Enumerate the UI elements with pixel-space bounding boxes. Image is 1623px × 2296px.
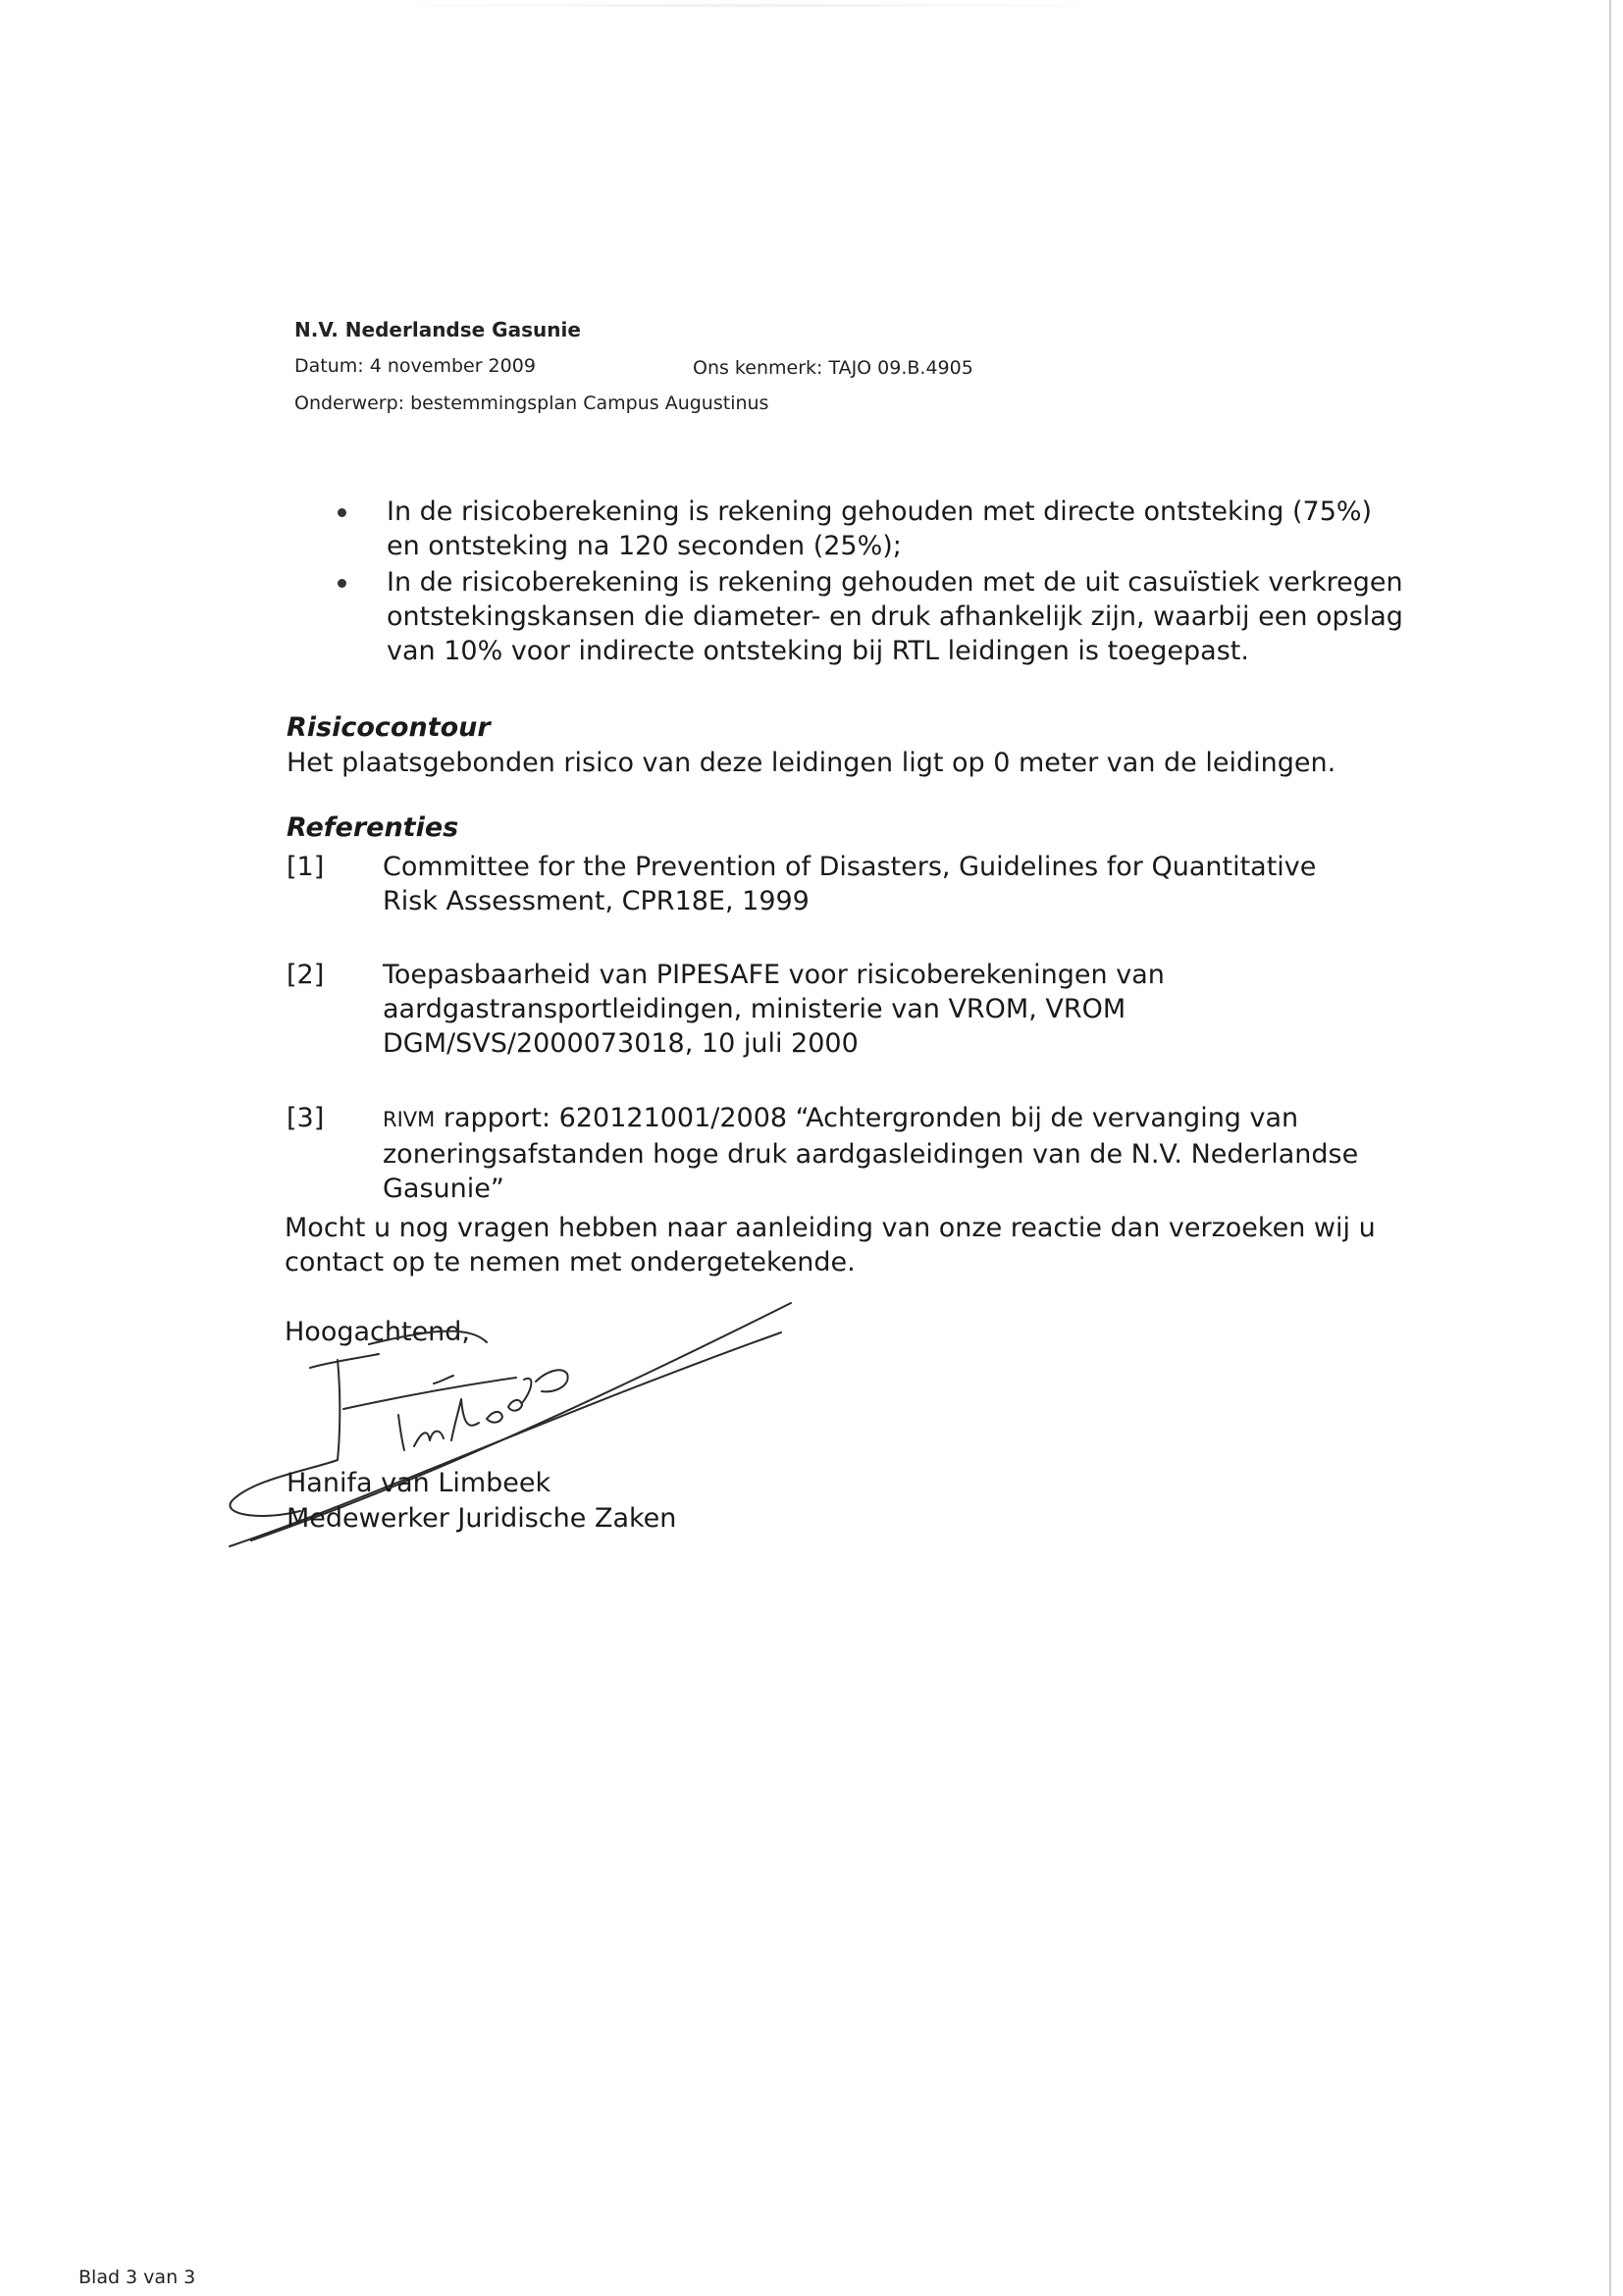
reference-body: rapport: 620121001/2008 “Achtergronden bij de vervanging van zoneringsafstanden hoge druk aardgasleidingen van de N.V. Nederlandse Gasunie”: [383, 1103, 1359, 1204]
reference-item: [287, 850, 1425, 918]
reference-text: Toepasbaarheid van PIPESAFE voor risicoberekeningen van aardgastransportleidingen, ministerie van VROM, VROM DGM/SVS/2000073018, 10 juli 2000: [383, 960, 1165, 1059]
reference-item: [287, 1101, 1425, 1206]
bullet-item: [334, 565, 1413, 668]
page-edge: [1609, 0, 1611, 2296]
referenties-title: Referenties: [287, 812, 459, 843]
signatory-name: Hanifa van Limbeek: [287, 1468, 551, 1498]
reference-prefix: RIVM: [383, 1108, 436, 1131]
risicocontour-title: Risicocontour: [287, 712, 491, 743]
bullet-icon: [338, 579, 346, 588]
risicocontour-text: Het plaatsgebonden risico van deze leidingen ligt op 0 meter van de leidingen.: [287, 748, 1336, 778]
bullet-list: [334, 495, 1413, 668]
closing-greeting: Hoogachtend,: [285, 1317, 471, 1347]
reference-number: [2]: [287, 960, 325, 990]
company-name: N.V. Nederlandse Gasunie: [294, 318, 581, 341]
bullet-text: In de risicoberekening is rekening gehouden met de uit casuïstiek verkregen ontstekingskansen die diameter- en druk afhankelijk zijn, waarbij een opslag van 10% voor indirecte ontsteking bij RTL leidingen is toegepast.: [387, 567, 1403, 666]
signatory-role: Medewerker Juridische Zaken: [287, 1503, 677, 1534]
reference-number: [3]: [287, 1103, 325, 1133]
reference-text: Committee for the Prevention of Disasters, Guidelines for Quantitative Risk Assessment, CPR18E, 1999: [383, 852, 1317, 916]
bullet-icon: [338, 508, 346, 517]
reference-number: [1]: [287, 852, 325, 882]
reference-number: Ons kenmerk: TAJO 09.B.4905: [693, 357, 973, 379]
bullet-item: [334, 495, 1413, 563]
reference-item: [287, 958, 1425, 1061]
reference-text: [383, 1101, 1423, 1206]
closing-paragraph: Mocht u nog vragen hebben naar aanleiding van onze reactie dan verzoeken wij u contact op te nemen met ondergetekende.: [285, 1213, 1376, 1278]
scan-artifact: [373, 4, 1119, 7]
letter-date: Datum: 4 november 2009: [294, 355, 536, 377]
page-number: Blad 3 van 3: [79, 2267, 196, 2288]
letter-subject: Onderwerp: bestemmingsplan Campus Augustinus: [294, 392, 769, 414]
bullet-text: In de risicoberekening is rekening gehouden met directe ontsteking (75%) en ontsteking na 120 seconden (25%);: [387, 496, 1373, 561]
